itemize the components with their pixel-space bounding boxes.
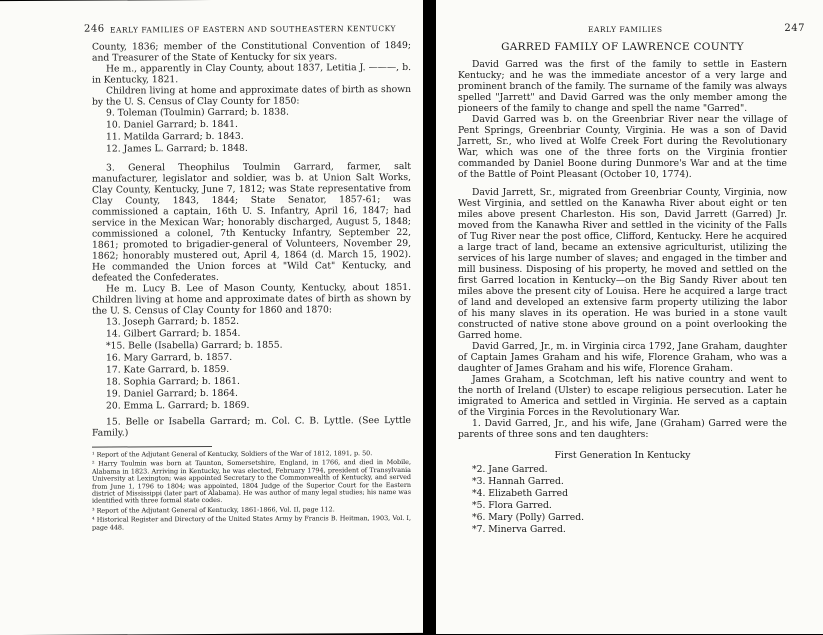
list-item: *5. Flora Garred. xyxy=(472,500,552,511)
left-para-3: Children living at home and approximate dates of birth as shown by the U. S. Census of Clay County for 1850: xyxy=(92,83,411,108)
right-page-number: 247 xyxy=(784,23,805,34)
list-item: *6. Mary (Polly) Garred. xyxy=(472,512,585,523)
list-item: 17. Kate Garrard, b. 1859. xyxy=(106,363,230,376)
right-running-header xyxy=(458,23,805,41)
list-item: *15. Belle (Isabella) Garrard; b. 1855. xyxy=(106,339,283,352)
list-item: *7. Minerva Garred. xyxy=(472,524,566,535)
list-item: 18. Sophia Garrard; b. 1861. xyxy=(106,375,240,388)
right-para-4: David Garred, Jr., m. in Virginia circa 1792, Jane Graham, daughter of Captain James Graham and his wife, Florence Graham, who was a daughter of James Graham and his wife, Florence Graham. xyxy=(458,341,787,374)
list-item: 11. Matilda Garrard; b. 1843. xyxy=(106,130,244,143)
right-para-2: David Garred was b. on the Greenbriar River near the village of Pent Springs, Greenbriar County, Virginia. He was a son of David Jarrett, Sr., who lived at Wolfe Creek Fort during the Revolutionary War, which was one of the three forts on the Virginia frontier commanded by Daniel Boone during Dunmore's War and at the time of the Battle of Point Pleasant (October 10, 1774). xyxy=(458,114,787,180)
footnote: ² Harry Toulmin was born at Taunton, Somersetshire, England, in 1766, and died in Mobile, Alabama in 1823. Arriving in Kentucky, he was elected, February 1794, president of Transylvania University at Lexington; was appointed Secretary to the Commonwealth of Kentucky, and served from June 1, 1796 to 1804; was appointed, 1804 Judge of the Superior Court for the Eastern district of Mississippi (later part of Alabama). He was author of many legal studies; his name was identified with three formal state codes. xyxy=(92,458,411,506)
list-item: 10. Daniel Garrard; b. 1841. xyxy=(106,118,238,131)
left-para-2: He m., apparently in Clay County, about 1837, Letitia J. ———, b. in Kentucky, 1821. xyxy=(92,61,411,86)
left-running-header xyxy=(84,23,411,42)
list-item: *2. Jane Garred. xyxy=(472,464,548,475)
left-page-number: 246 xyxy=(84,23,105,35)
list-item: 13. Joseph Garrard; b. 1852. xyxy=(106,315,240,328)
list-item: *3. Hannah Garred. xyxy=(472,476,564,487)
right-para-5: James Graham, a Scotchman, left his native country and went to the north of Ireland (Ulster) to escape religious persecution. Later he imigrated to America and settled in Virginia. He served as a captain of the Virginia Forces in the Revolutionary War. xyxy=(458,374,787,418)
right-para-3: David Jarrett, Sr., migrated from Greenbriar County, Virginia, now West Virginia, and settled on the Kanawha River about eight or ten miles above present Charleston. His son, David Jarrett (Garred) Jr. moved from the Kanawha River and settled in the vicinity of the Falls of Tug River near the post office, Clifford, Kentucky. Here he acquired a large tract of land, became an extensive agriculturist, utilizing the services of his large number of slaves; and engaged in the timber and mill business. Disposing of his property, he moved and settled on the first Garred location in Kentucky—on the Big Sandy River about ten miles above the present city of Louisa. Here he acquired a large tract of land and developed an extensive farm property utilizing the labor of his many slaves in its operation. He was buried in a stone vault constructed of native stone above ground on a point overlooking the Garred home. xyxy=(458,187,787,341)
right-para-1: David Garred was the first of the family to settle in Eastern Kentucky; and he was the immediate ancestor of a very large and prominent branch of the family. The surname of the family was always spelled "Jarrett" and David Garred was the only member among the pioneers of the family to change and spell the name "Garred". xyxy=(458,59,787,114)
list-item: 14. Gilbert Garrard; b. 1854. xyxy=(106,327,241,340)
list-item: 9. Toleman (Toulmin) Garrard; b. 1838. xyxy=(106,106,289,119)
left-para-5: He m. Lucy B. Lee of Mason County, Kentucky, about 1851. Children living at home and approximate dates of birth as shown by the U. S. Census of Clay County for 1860 and 1870: xyxy=(92,281,411,317)
left-para-1: County, 1836; member of the Constitutional Convention of 1849; and Treasurer of the State of Kentucky for six years. xyxy=(92,39,411,64)
right-page xyxy=(436,0,823,634)
footnote: ³ Report of the Adjutant General of Kentucky, 1861-1866, Vol. II, page 112. xyxy=(92,505,335,515)
section-subheading: First Generation In Kentucky xyxy=(554,450,691,461)
footnote-divider xyxy=(92,446,212,448)
right-para-6: 1. David Garred, Jr., and his wife, Jane (Graham) Garred were the parents of three sons and ten daughters: xyxy=(458,418,787,440)
list-item: *4. Elizabeth Garred xyxy=(472,488,568,499)
list-item: 19. Daniel Garrard; b. 1864. xyxy=(106,387,238,400)
left-para-4: 3. General Theophilus Toulmin Garrard, farmer, salt manufacturer, legislator and soldier, was b. at Union Salt Works, Clay County, Kentucky, June 7, 1812; was State representative from Clay County, 1843, 1844; State Senator, 1857-61; was commissioned a captain, 16th U. S. Infantry, April 16, 1847; had service in the Mexican War; honorably discharged, August 5, 1848; commissioned a colonel, 7th Kentucky Infantry, September 22, 1861; promoted to brigadier-general of Volunteers, November 29, 1862; honorably mustered out, April 4, 1864 (d. March 15, 1902). He commanded the Union forces at "Wild Cat" Kentucky, and defeated the Confederates. xyxy=(92,160,411,284)
left-running-head: EARLY FAMILIES OF EASTERN AND SOUTHEASTERN KENTUCKY xyxy=(110,24,396,35)
footnote: ¹ Report of the Adjutant General of Kentucky, Soldiers of the War of 1812, 1891, p. 50. xyxy=(92,449,373,459)
page-title: GARRED FAMILY OF LAWRENCE COUNTY xyxy=(501,41,744,53)
footnote: ⁴ Historical Register and Directory of the United States Army by Francis B. Heitman, 1903, Vol. I, page 448. xyxy=(92,514,411,532)
right-running-head: EARLY FAMILIES xyxy=(588,25,663,34)
list-item: 20. Emma L. Garrard; b. 1869. xyxy=(106,399,250,412)
list-item: 12. James L. Garrard; b. 1848. xyxy=(106,142,248,155)
list-item: 16. Mary Garrard, b. 1857. xyxy=(106,351,233,364)
left-para-6: 15. Belle or Isabella Garrard; m. Col. C. B. Lyttle. (See Lyttle Family.) xyxy=(92,414,411,439)
